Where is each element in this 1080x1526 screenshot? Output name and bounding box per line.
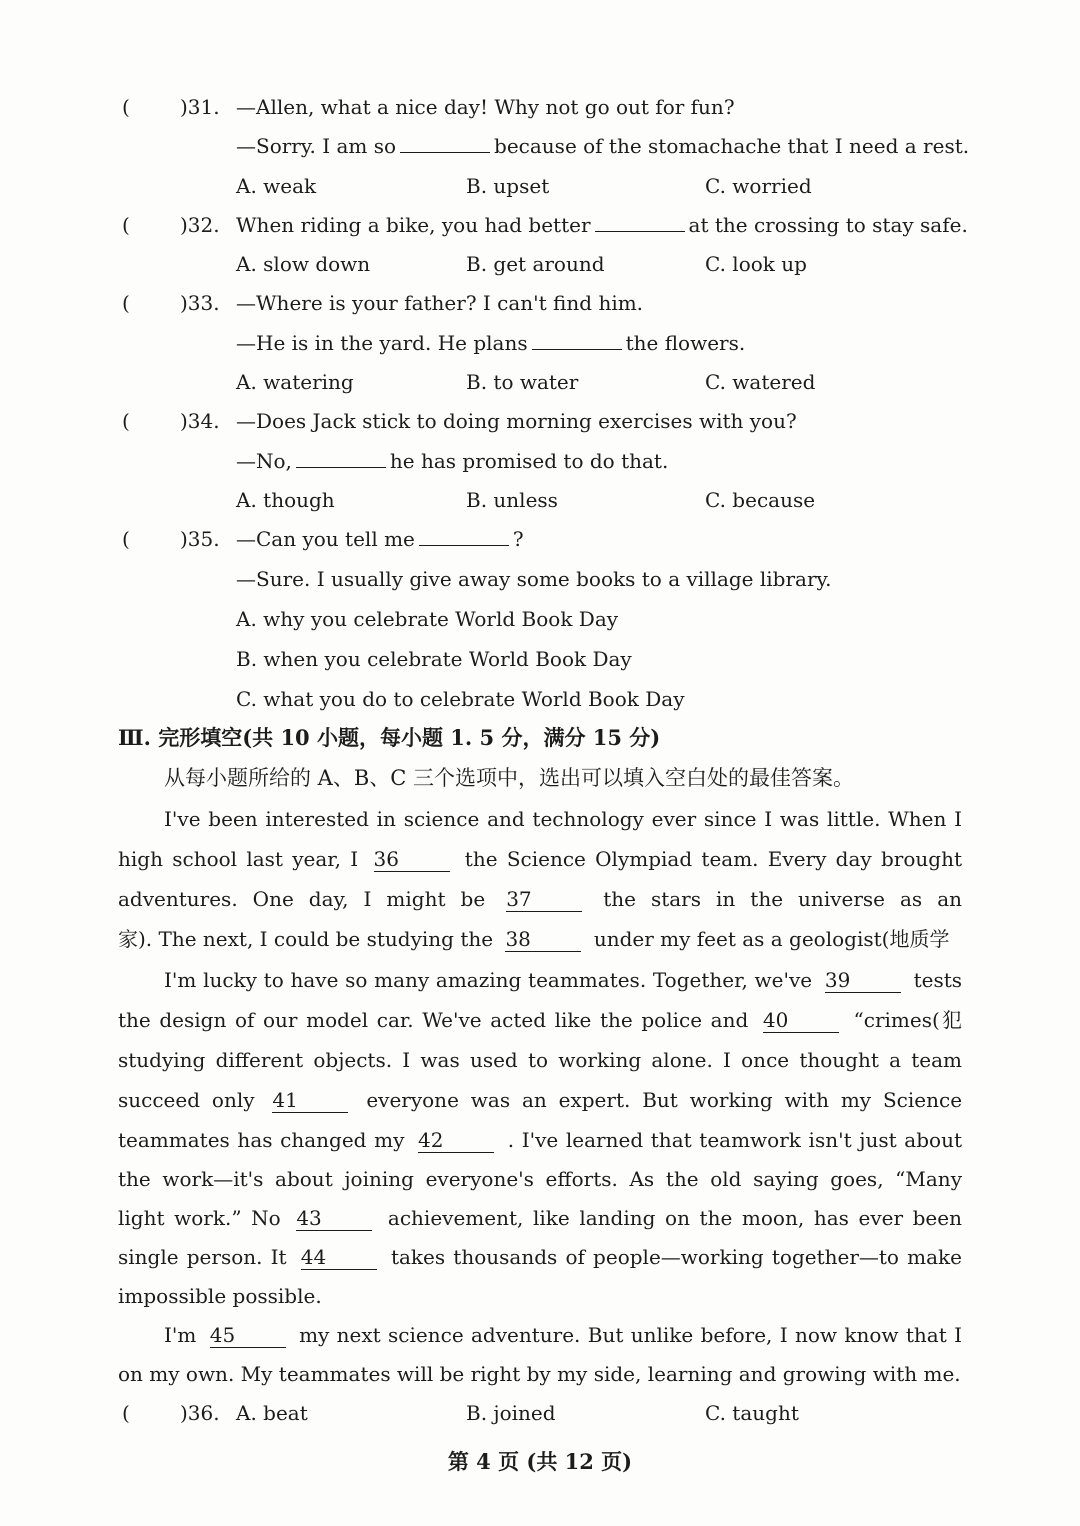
option-c: C. look up (705, 252, 807, 276)
question-number: )36. (180, 1401, 220, 1425)
page-footer: 第 4 页 (共 12 页) (447, 1449, 633, 1474)
answer-blank (532, 329, 622, 350)
answer-blank (595, 211, 685, 232)
passage-line: I'm lucky to have so many amazing teammates. Together, we've 39 tests (164, 968, 962, 992)
question-number: )31. (180, 95, 220, 119)
passage-line: adventures. One day, I might be 37 the stars in the universe as an (118, 887, 962, 911)
question-number: )32. (180, 213, 220, 237)
blank-number: 44 (301, 1245, 377, 1270)
option-c: C. because (705, 488, 816, 512)
question-number: )35. (180, 527, 220, 551)
option-c: C. what you do to celebrate World Book Day (236, 687, 685, 711)
answer-blank (419, 525, 509, 546)
option-b: B. unless (466, 488, 558, 512)
question-number: )34. (180, 409, 220, 433)
answer-paren[interactable]: ( (122, 95, 130, 119)
passage-line: the work—it's about joining everyone's efforts. As the old saying goes, “Many (118, 1167, 962, 1191)
blank-number: 45 (210, 1323, 286, 1348)
question-number: )33. (180, 291, 220, 315)
passage-line: single person. It 44 takes thousands of people—working together—to make (118, 1245, 962, 1269)
blank-number: 37 (506, 887, 582, 912)
passage-line: studying different objects. I was used to working alone. I once thought a team (118, 1048, 962, 1072)
option-c: C. watered (705, 370, 816, 394)
answer-blank (400, 132, 490, 153)
question-line: When riding a bike, you had better at the crossing to stay safe. (236, 213, 968, 237)
option-a: A. why you celebrate World Book Day (236, 607, 619, 631)
option-c: C. worried (705, 174, 812, 198)
question-line: —Sure. I usually give away some books to a village library. (236, 567, 832, 591)
option-a: A. beat (236, 1401, 308, 1425)
option-b: B. upset (466, 174, 550, 198)
question-line: —Can you tell me ? (236, 527, 524, 551)
question-line: —Allen, what a nice day! Why not go out for fun? (236, 95, 735, 119)
passage-line: 家). The next, I could be studying the 38 under my feet as a geologist(地质学 (118, 927, 950, 951)
option-a: A. watering (236, 370, 354, 394)
passage-line: high school last year, I 36 the Science Olympiad team. Every day brought (118, 847, 962, 871)
option-b: B. when you celebrate World Book Day (236, 647, 632, 671)
answer-paren[interactable]: ( (122, 1401, 130, 1425)
passage-line: on my own. My teammates will be right by my side, learning and growing with me. (118, 1362, 961, 1386)
blank-number: 41 (272, 1088, 348, 1113)
passage-line: light work.” No 43 achievement, like landing on the moon, has ever been (118, 1206, 962, 1230)
passage-line: I've been interested in science and technology ever since I was little. When I (164, 807, 962, 831)
passage-line: impossible possible. (118, 1284, 322, 1308)
option-b: B. to water (466, 370, 579, 394)
blank-number: 42 (418, 1128, 494, 1153)
option-c: C. taught (705, 1401, 799, 1425)
section-instruction: 从每小题所给的 A、B、C 三个选项中，选出可以填入空白处的最佳答案。 (164, 766, 855, 790)
passage-line: I'm 45 my next science adventure. But unlike before, I now know that I (164, 1323, 962, 1347)
question-line: —Where is your father? I can't find him. (236, 291, 644, 315)
passage-line: teammates has changed my 42 . I've learned that teamwork isn't just about (118, 1128, 962, 1152)
answer-paren[interactable]: ( (122, 409, 130, 433)
blank-number: 39 (825, 968, 901, 993)
blank-number: 36 (374, 847, 450, 872)
option-b: B. joined (466, 1401, 556, 1425)
blank-number: 38 (505, 927, 581, 952)
question-line: —No, he has promised to do that. (236, 449, 669, 473)
answer-paren[interactable]: ( (122, 213, 130, 237)
passage-line: succeed only 41 everyone was an expert. But working with my Science (118, 1088, 962, 1112)
option-a: A. weak (236, 174, 317, 198)
section-heading: Ⅲ. 完形填空(共 10 小题，每小题 1. 5 分，满分 15 分) (118, 725, 661, 750)
question-line: —Sorry. I am so because of the stomachache that I need a rest. (236, 134, 970, 158)
question-line: —Does Jack stick to doing morning exercises with you? (236, 409, 797, 433)
question-line: —He is in the yard. He plans the flowers. (236, 331, 746, 355)
answer-paren[interactable]: ( (122, 291, 130, 315)
option-a: A. slow down (236, 252, 371, 276)
passage-line: the design of our model car. We've acted like the police and 40 “crimes(犯 (118, 1008, 962, 1032)
option-a: A. though (236, 488, 335, 512)
answer-paren[interactable]: ( (122, 527, 130, 551)
blank-number: 43 (296, 1206, 372, 1231)
option-b: B. get around (466, 252, 605, 276)
answer-blank (296, 447, 386, 468)
blank-number: 40 (763, 1008, 839, 1033)
